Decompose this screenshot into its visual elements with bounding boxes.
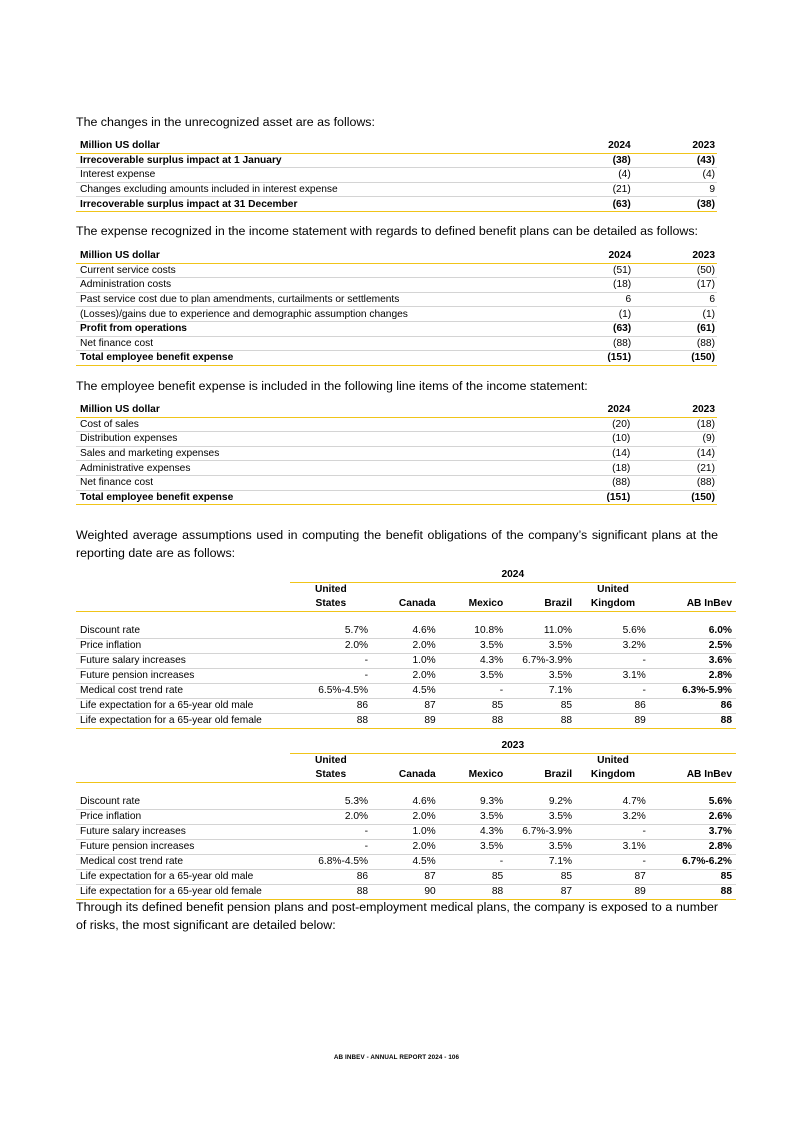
value-2023: (4) — [633, 168, 717, 183]
row-label: Net finance cost — [76, 336, 514, 351]
value-2024: (1) — [514, 307, 633, 322]
table-row — [76, 490, 717, 505]
value-brazil: 7.1% — [507, 855, 576, 870]
value-2024: (21) — [513, 182, 633, 197]
value-ab-inbev: 88 — [650, 714, 736, 729]
value-canada: 90 — [372, 885, 440, 900]
value-canada: 4.5% — [372, 855, 440, 870]
row-label: Future salary increases — [76, 654, 290, 669]
table-row — [76, 307, 717, 322]
value-united-kingdom: 5.6% — [576, 624, 650, 639]
table-row — [76, 351, 717, 366]
value-2024: 6 — [514, 292, 633, 307]
col-header-line1 — [507, 754, 576, 769]
intro-line-items: The employee benefit expense is included in the following line items of the income statement: — [76, 379, 588, 393]
table-row — [76, 669, 736, 684]
row-label: Distribution expenses — [76, 432, 511, 447]
col-header-line2: Canada — [372, 597, 440, 612]
row-label: Changes excluding amounts included in interest expense — [76, 182, 513, 197]
col-header-line2: AB InBev — [650, 768, 736, 783]
page-footer: AB INBEV - ANNUAL REPORT 2024 - 106 — [333, 1054, 460, 1061]
value-brazil: 85 — [507, 870, 576, 885]
row-label: Administration costs — [76, 278, 514, 293]
value-2024: (151) — [511, 490, 632, 505]
row-label: Life expectation for a 65-year old female — [76, 885, 290, 900]
table-header — [76, 249, 717, 263]
table-row — [76, 639, 736, 654]
value-united-states: 5.3% — [290, 795, 372, 810]
table-income-statement-expense — [76, 249, 717, 366]
value-canada: 4.6% — [372, 795, 440, 810]
value-2023: 9 — [633, 182, 717, 197]
value-2024: (38) — [513, 153, 633, 168]
column-header-row — [76, 768, 736, 783]
value-2024: (14) — [511, 446, 632, 461]
value-brazil: 11.0% — [507, 624, 576, 639]
value-canada: 2.0% — [372, 669, 440, 684]
value-mexico: 10.8% — [440, 624, 507, 639]
column-header-row — [76, 597, 736, 612]
value-canada: 2.0% — [372, 810, 440, 825]
value-mexico: - — [440, 855, 507, 870]
value-2023: (9) — [632, 432, 717, 447]
table-row — [76, 714, 736, 729]
value-canada: 87 — [372, 870, 440, 885]
value-2024: (18) — [514, 278, 633, 293]
col-header-line1 — [650, 754, 736, 769]
value-united-states: 88 — [290, 714, 372, 729]
row-label: Current service costs — [76, 263, 514, 278]
value-2024: (88) — [511, 475, 632, 490]
col-header-line1 — [372, 583, 440, 598]
header-2024: 2024 — [513, 139, 633, 153]
value-2023: (14) — [632, 446, 717, 461]
value-brazil: 6.7%-3.9% — [507, 825, 576, 840]
row-label: Discount rate — [76, 624, 290, 639]
table-row — [76, 292, 717, 307]
table-row — [76, 684, 736, 699]
value-ab-inbev: 2.8% — [650, 669, 736, 684]
value-united-states: 6.5%-4.5% — [290, 684, 372, 699]
value-canada: 4.6% — [372, 624, 440, 639]
col-header-line2: States — [290, 768, 372, 783]
value-brazil: 3.5% — [507, 669, 576, 684]
header-2024: 2024 — [511, 403, 632, 417]
value-2023: (61) — [633, 321, 717, 336]
table-row — [76, 855, 736, 870]
table-row — [76, 336, 717, 351]
table-row — [76, 870, 736, 885]
row-label: Net finance cost — [76, 475, 511, 490]
table-row — [76, 153, 717, 168]
value-mexico: 3.5% — [440, 669, 507, 684]
value-united-states: - — [290, 669, 372, 684]
row-label: Future pension increases — [76, 669, 290, 684]
table-header — [76, 403, 717, 417]
value-2024: (20) — [511, 417, 632, 432]
value-mexico: 4.3% — [440, 825, 507, 840]
value-united-states: - — [290, 840, 372, 855]
value-2023: (150) — [632, 490, 717, 505]
value-united-states: - — [290, 654, 372, 669]
table-row — [76, 810, 736, 825]
value-united-kingdom: 3.2% — [576, 810, 650, 825]
value-united-states: 86 — [290, 870, 372, 885]
value-ab-inbev: 2.6% — [650, 810, 736, 825]
value-brazil: 85 — [507, 699, 576, 714]
row-label: Total employee benefit expense — [76, 490, 511, 505]
value-ab-inbev: 3.6% — [650, 654, 736, 669]
table-row — [76, 699, 736, 714]
table-header — [76, 139, 717, 153]
table-row — [76, 321, 717, 336]
col-header-line2: Mexico — [440, 768, 507, 783]
value-2023: (21) — [632, 461, 717, 476]
value-2023: (88) — [632, 475, 717, 490]
value-united-kingdom: 89 — [576, 885, 650, 900]
year-label: 2024 — [290, 568, 736, 583]
value-ab-inbev: 5.6% — [650, 795, 736, 810]
column-header-row — [76, 583, 736, 598]
value-2024: (18) — [511, 461, 632, 476]
table-row — [76, 182, 717, 197]
value-ab-inbev: 2.5% — [650, 639, 736, 654]
value-mexico: 9.3% — [440, 795, 507, 810]
value-2023: (38) — [633, 197, 717, 212]
value-united-states: 86 — [290, 699, 372, 714]
value-united-kingdom: - — [576, 825, 650, 840]
value-2023: (50) — [633, 263, 717, 278]
header-2023: 2023 — [633, 249, 717, 263]
value-brazil: 6.7%-3.9% — [507, 654, 576, 669]
value-ab-inbev: 86 — [650, 699, 736, 714]
value-united-kingdom: - — [576, 654, 650, 669]
value-2023: (43) — [633, 153, 717, 168]
header-label: Million US dollar — [76, 249, 514, 263]
table-row — [76, 624, 736, 639]
row-label: Total employee benefit expense — [76, 351, 514, 366]
table-row — [76, 461, 717, 476]
row-label: Interest expense — [76, 168, 513, 183]
col-header-line1 — [440, 583, 507, 598]
year-header-row — [76, 568, 736, 583]
row-label: Irrecoverable surplus impact at 31 December — [76, 197, 513, 212]
table-assumptions-2024 — [76, 568, 736, 729]
col-header-line1: United — [314, 584, 347, 595]
value-canada: 1.0% — [372, 654, 440, 669]
table-row — [76, 654, 736, 669]
table-row — [76, 417, 717, 432]
header-label: Million US dollar — [76, 403, 511, 417]
row-label: Future pension increases — [76, 840, 290, 855]
col-header-line1 — [440, 754, 507, 769]
row-label: Discount rate — [76, 795, 290, 810]
value-mexico: 3.5% — [440, 639, 507, 654]
value-mexico: - — [440, 684, 507, 699]
value-canada: 4.5% — [372, 684, 440, 699]
value-brazil: 3.5% — [507, 840, 576, 855]
value-united-kingdom: 3.1% — [576, 669, 650, 684]
col-header-line1 — [650, 583, 736, 598]
row-label: Price inflation — [76, 639, 290, 654]
value-brazil: 7.1% — [507, 684, 576, 699]
value-2024: (151) — [514, 351, 633, 366]
header-2023: 2023 — [632, 403, 717, 417]
value-2023: (150) — [633, 351, 717, 366]
table-row — [76, 795, 736, 810]
value-united-kingdom: 86 — [576, 699, 650, 714]
value-2023: (17) — [633, 278, 717, 293]
value-united-kingdom: 87 — [576, 870, 650, 885]
table-row — [76, 168, 717, 183]
value-mexico: 85 — [440, 870, 507, 885]
table-row — [76, 263, 717, 278]
intro-expense: The expense recognized in the income statement with regards to defined benefit plans can be detailed as follows: — [76, 224, 698, 238]
row-label: Administrative expenses — [76, 461, 511, 476]
value-united-kingdom: 89 — [576, 714, 650, 729]
col-header-line1: United — [597, 755, 629, 766]
value-2024: (4) — [513, 168, 633, 183]
value-united-kingdom: 4.7% — [576, 795, 650, 810]
value-canada: 1.0% — [372, 825, 440, 840]
row-label: Past service cost due to plan amendments, curtailments or settlements — [76, 292, 514, 307]
value-canada: 87 — [372, 699, 440, 714]
table-row — [76, 825, 736, 840]
value-mexico: 3.5% — [440, 840, 507, 855]
col-header-line1 — [507, 583, 576, 598]
row-label: Life expectation for a 65-year old male — [76, 870, 290, 885]
year-header-row — [76, 739, 736, 754]
row-label: Price inflation — [76, 810, 290, 825]
intro-assumptions: Weighted average assumptions used in computing the benefit obligations of the company’s significant plans at the reporting date are as follows: — [76, 528, 718, 560]
intro-unrecognized: The changes in the unrecognized asset are as follows: — [76, 115, 375, 129]
value-canada: 2.0% — [372, 840, 440, 855]
value-united-kingdom: 3.1% — [576, 840, 650, 855]
value-brazil: 88 — [507, 714, 576, 729]
value-ab-inbev: 6.0% — [650, 624, 736, 639]
table-unrecognized-asset — [76, 139, 717, 212]
value-2024: (63) — [513, 197, 633, 212]
row-label: Irrecoverable surplus impact at 1 January — [76, 153, 513, 168]
row-label: Future salary increases — [76, 825, 290, 840]
row-label: Medical cost trend rate — [76, 855, 290, 870]
value-united-states: 88 — [290, 885, 372, 900]
col-header-line2: Brazil — [507, 768, 576, 783]
value-2024: (63) — [514, 321, 633, 336]
row-label: Life expectation for a 65-year old male — [76, 699, 290, 714]
value-united-states: - — [290, 825, 372, 840]
col-header-line2: States — [290, 597, 372, 612]
col-header-line2: AB InBev — [650, 597, 736, 612]
col-header-line2: Brazil — [507, 597, 576, 612]
value-united-states: 2.0% — [290, 639, 372, 654]
value-united-kingdom: 3.2% — [576, 639, 650, 654]
year-label: 2023 — [290, 739, 736, 754]
value-2024: (10) — [511, 432, 632, 447]
value-united-states: 2.0% — [290, 810, 372, 825]
row-label: Life expectation for a 65-year old female — [76, 714, 290, 729]
value-united-kingdom: - — [576, 684, 650, 699]
value-mexico: 4.3% — [440, 654, 507, 669]
table-row — [76, 278, 717, 293]
col-header-line1 — [372, 754, 440, 769]
value-brazil: 3.5% — [507, 639, 576, 654]
value-brazil: 87 — [507, 885, 576, 900]
row-label: Cost of sales — [76, 417, 511, 432]
table-row — [76, 840, 736, 855]
row-label: Medical cost trend rate — [76, 684, 290, 699]
value-brazil: 3.5% — [507, 810, 576, 825]
value-2024: (51) — [514, 263, 633, 278]
table-assumptions-2023 — [76, 739, 736, 900]
value-2023: (88) — [633, 336, 717, 351]
value-united-kingdom: - — [576, 855, 650, 870]
table-row — [76, 475, 717, 490]
col-header-line2: Kingdom — [576, 768, 650, 783]
value-2024: (88) — [514, 336, 633, 351]
value-ab-inbev: 2.8% — [650, 840, 736, 855]
row-label: Profit from operations — [76, 321, 514, 336]
value-mexico: 3.5% — [440, 810, 507, 825]
col-header-line1: United — [314, 755, 347, 766]
value-ab-inbev: 6.7%-6.2% — [650, 855, 736, 870]
row-label: (Losses)/gains due to experience and demographic assumption changes — [76, 307, 514, 322]
column-header-row — [76, 754, 736, 769]
col-header-line1: United — [597, 584, 629, 595]
row-label: Sales and marketing expenses — [76, 446, 511, 461]
value-canada: 89 — [372, 714, 440, 729]
col-header-line2: Mexico — [440, 597, 507, 612]
value-ab-inbev: 3.7% — [650, 825, 736, 840]
value-2023: 6 — [633, 292, 717, 307]
table-row — [76, 446, 717, 461]
value-mexico: 85 — [440, 699, 507, 714]
value-2023: (18) — [632, 417, 717, 432]
value-ab-inbev: 6.3%-5.9% — [650, 684, 736, 699]
header-label: Million US dollar — [76, 139, 513, 153]
value-brazil: 9.2% — [507, 795, 576, 810]
value-united-states: 6.8%-4.5% — [290, 855, 372, 870]
value-mexico: 88 — [440, 885, 507, 900]
col-header-line2: Canada — [372, 768, 440, 783]
value-mexico: 88 — [440, 714, 507, 729]
value-ab-inbev: 88 — [650, 885, 736, 900]
table-row — [76, 197, 717, 212]
value-ab-inbev: 85 — [650, 870, 736, 885]
value-2023: (1) — [633, 307, 717, 322]
intro-risks: Through its defined benefit pension plans and post-employment medical plans, the company is exposed to a number of risks, the most significant are detailed below: — [76, 900, 718, 932]
header-2024: 2024 — [514, 249, 633, 263]
table-line-items — [76, 403, 717, 505]
header-2023: 2023 — [633, 139, 717, 153]
table-row — [76, 432, 717, 447]
value-united-states: 5.7% — [290, 624, 372, 639]
col-header-line2: Kingdom — [576, 597, 650, 612]
value-canada: 2.0% — [372, 639, 440, 654]
